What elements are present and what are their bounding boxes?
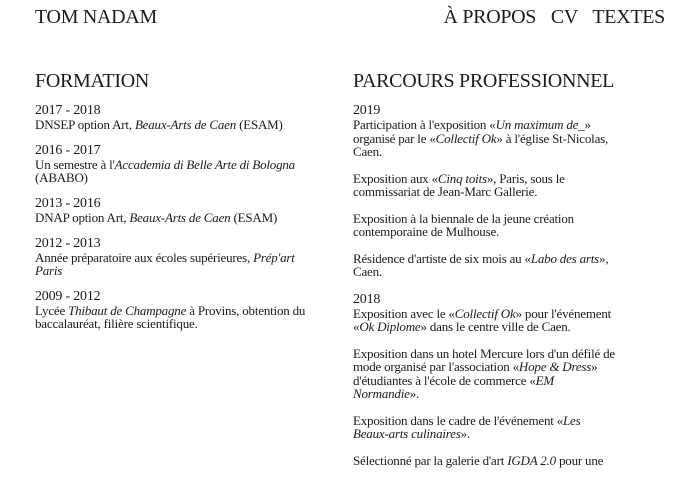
entry-text: à Provins, obtention du baccalauréat, filière scientifique.: [35, 303, 306, 331]
formation-entry: [35, 103, 307, 131]
entry-text: (ESAM): [236, 117, 283, 132]
formation-entry: [35, 289, 307, 330]
site-header: [35, 6, 665, 30]
entry-text: Sélectionné par la galerie d'art: [353, 452, 508, 468]
parcours-heading: PARCOURS PROFESSIONNEL: [353, 70, 615, 92]
entry-text: Un semestre à l': [35, 157, 115, 172]
entry-italic: Thibaut de Champagne: [68, 303, 187, 318]
formation-section: [35, 70, 307, 342]
formation-entry: [35, 236, 307, 277]
entry-text: », Caen.: [353, 250, 609, 279]
parcours-entry: [353, 454, 615, 468]
entry-text: Exposition à la biennale de la jeune création contemporaine de Mulhouse.: [353, 210, 574, 239]
entry-year: 2013 - 2016: [35, 196, 101, 211]
parcours-entry: [353, 414, 615, 441]
entry-italic: Labo des arts: [530, 250, 600, 266]
entry-year: 2017 - 2018: [35, 103, 101, 118]
entry-italic: Collectif Ok: [454, 305, 516, 321]
entry-italic: Collectif Ok: [435, 130, 497, 146]
entry-text: DNSEP option Art,: [35, 117, 135, 132]
entry-text: Année préparatoire aux écoles supérieures,: [35, 250, 254, 265]
main-nav: [443, 6, 665, 29]
parcours-entry: [353, 103, 615, 159]
entry-year: 2016 - 2017: [35, 143, 101, 158]
entry-text: Résidence d'artiste de six mois au «: [353, 250, 531, 266]
entry-italic: EM Normandie: [353, 372, 555, 401]
entry-text: pour une: [555, 452, 604, 468]
parcours-entry: [353, 172, 615, 199]
entry-text: », Paris, sous le commissariat de Jean-Marc Gallerie.: [353, 170, 565, 199]
entry-italic: Un maximum de_: [495, 117, 585, 132]
nav-cv[interactable]: CV: [550, 6, 578, 28]
nav-textes[interactable]: TEXTES: [592, 6, 665, 28]
year-label: 2019: [353, 103, 381, 118]
formation-heading: FORMATION: [35, 70, 149, 92]
entry-text: Exposition avec le «: [353, 305, 455, 321]
entry-text: » organisé par le «: [353, 117, 591, 146]
entry-text: (ESAM): [230, 210, 278, 225]
entry-text: Participation à l'exposition «: [353, 117, 496, 132]
entry-italic: Cinq toits: [437, 170, 487, 186]
entry-text: Exposition aux «: [353, 170, 438, 186]
entry-italic: IGDA 2.0: [507, 452, 556, 468]
entry-text: Lycée: [35, 303, 69, 318]
formation-entry: [35, 143, 307, 184]
entry-text: » à l'église St-Nicolas, Caen.: [353, 130, 609, 159]
entry-italic: Prép'art Paris: [35, 250, 295, 278]
site-title[interactable]: TOM NADAM: [35, 6, 157, 28]
entry-text: (ABABO): [35, 170, 88, 185]
year-label: 2018: [353, 291, 381, 307]
parcours-section: [353, 70, 615, 480]
entry-italic: Accademia di Belle Arte di Bologna: [114, 157, 295, 172]
parcours-entry: [353, 212, 615, 239]
nav-a-propos[interactable]: À PROPOS: [443, 6, 537, 28]
entry-text: Exposition dans le cadre de l'événement «: [353, 412, 564, 428]
parcours-entry: [353, 292, 615, 334]
entry-italic: Beaux-Arts de Caen: [134, 117, 237, 132]
parcours-entry: [353, 347, 615, 401]
entry-text: ».: [460, 426, 470, 441]
entry-text: » pour l'événement «: [353, 305, 612, 334]
entry-year: 2012 - 2013: [35, 236, 101, 251]
entry-text: DNAP option Art,: [35, 210, 130, 225]
entry-text: ».: [409, 386, 420, 401]
entry-italic: Ok Diplome: [359, 319, 421, 334]
entry-italic: Hope & Dress: [518, 359, 592, 374]
entry-year: 2009 - 2012: [35, 289, 101, 304]
entry-italic: Les Beaux-arts culinaires: [353, 412, 581, 441]
parcours-entry: [353, 252, 615, 279]
entry-text: » dans le centre ville de Caen.: [420, 319, 571, 334]
entry-italic: Beaux-Arts de Caen: [129, 210, 231, 225]
formation-entry: [35, 196, 307, 224]
entry-text: Exposition dans un hotel Mercure lors d'un défilé de mode organisé par l'association «: [353, 345, 615, 374]
entry-text: » d'étudiantes à l'école de commerce «: [353, 359, 598, 388]
